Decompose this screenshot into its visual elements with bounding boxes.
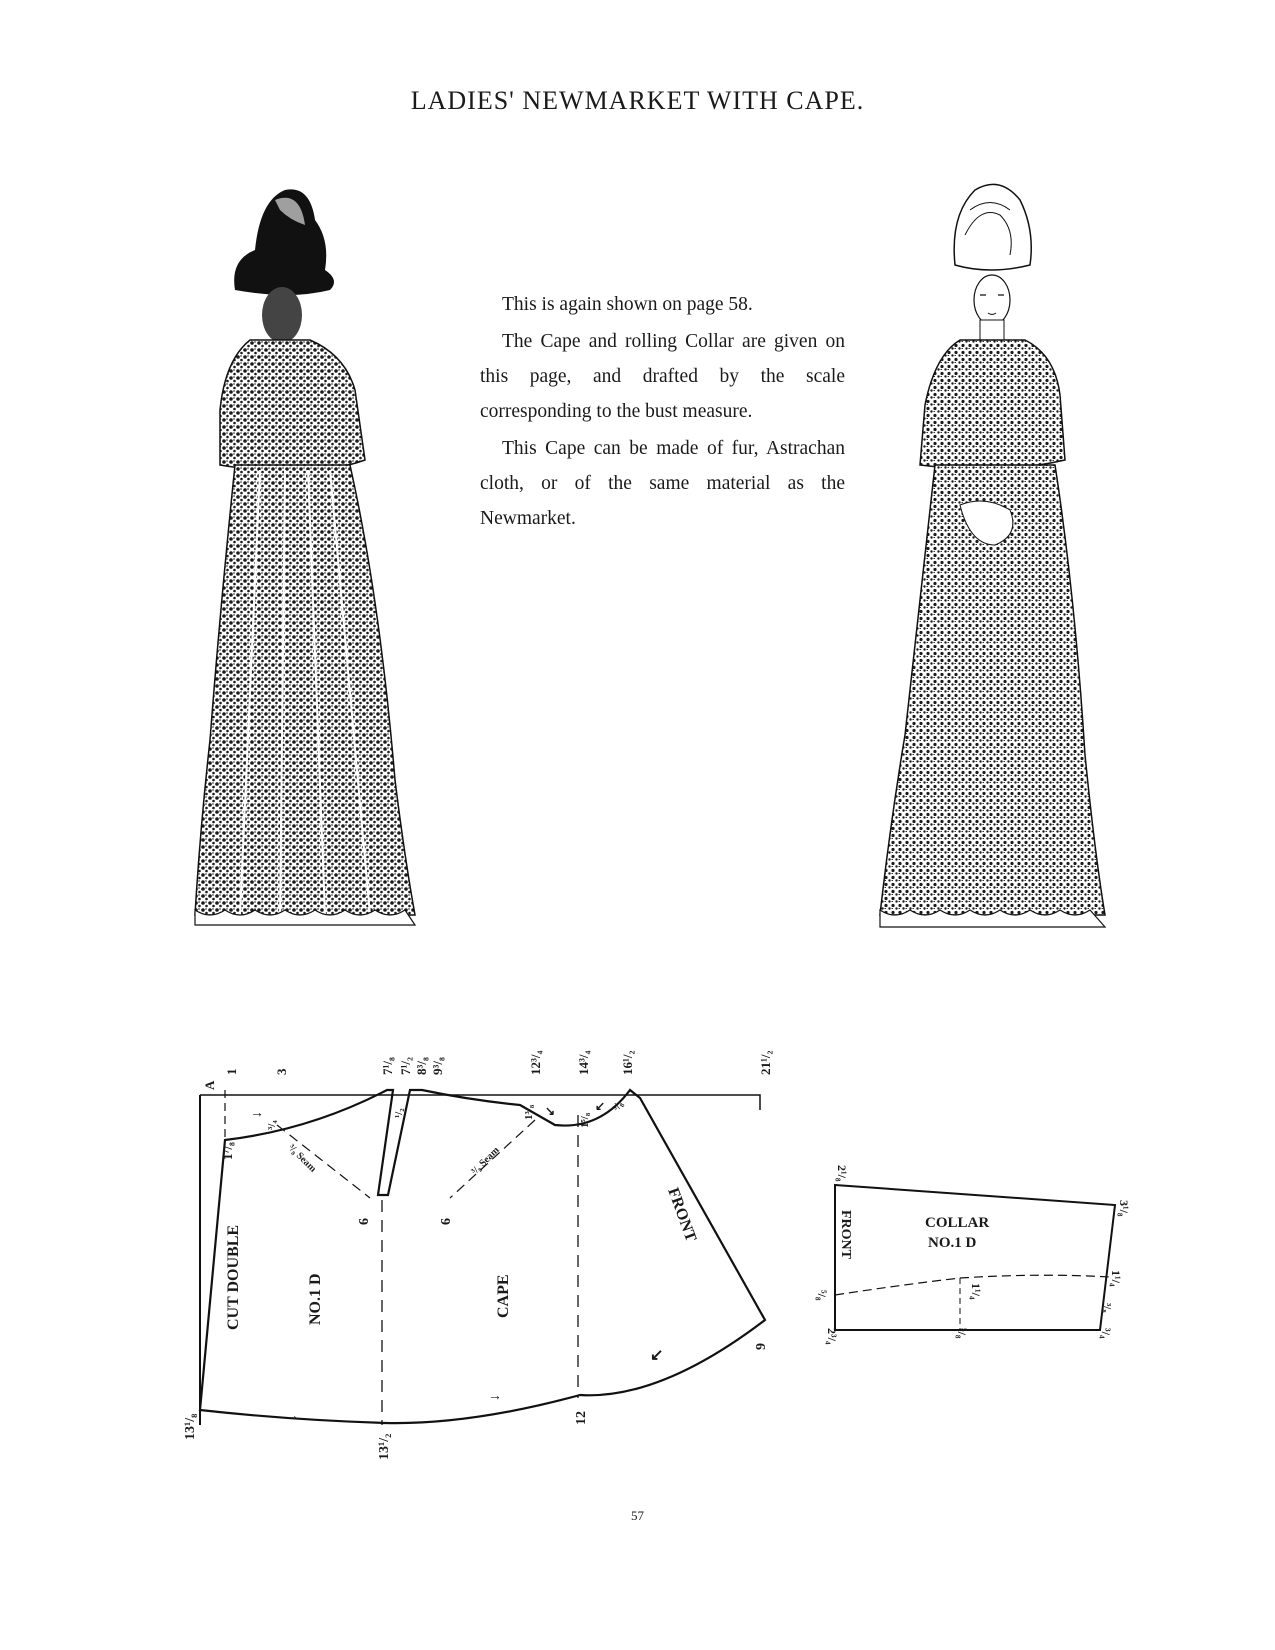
measurement-label: 13¹/₂ — [377, 1433, 392, 1460]
front-label: FRONT — [838, 1210, 853, 1259]
measurement-label: 9³/₈ — [430, 1057, 445, 1075]
measurement-label: 2³/₄ — [825, 1328, 839, 1345]
measurement-label: 1¹/₄ — [1109, 1270, 1123, 1287]
piece-label: NO.1 D — [928, 1235, 977, 1251]
measurement-label: 2¹/₈ — [835, 1165, 849, 1182]
dart-point-label: 6 — [439, 1218, 454, 1225]
measurement-label: 3¹/₈ — [1117, 1200, 1131, 1217]
grain-arrow-icon: ↙ — [595, 1099, 606, 1113]
grain-arrow-icon: ↙ — [650, 1347, 664, 1364]
measurement-label: ⁵/₈ — [815, 1290, 829, 1301]
paragraph: This is again shown on page 58. — [502, 294, 753, 315]
collar-pattern-diagram — [815, 1145, 1160, 1385]
grain-arrow-icon: → — [250, 1106, 264, 1121]
seam-label: ³/₈ Seam — [285, 1142, 319, 1175]
measurement-label: ⁵/₈ — [955, 1328, 969, 1339]
measurement-label: 13¹/₈ — [183, 1413, 198, 1440]
measurement-label: 21¹/₂ — [758, 1050, 773, 1075]
paragraph: This Cape can be made of fur, Astrachan cloth, or of the same material as the Newmarket. — [480, 438, 845, 529]
measurement-label: 12³/₄ — [528, 1050, 543, 1075]
measurement-label: ³/₈ — [1101, 1303, 1113, 1313]
front-label: FRONT — [664, 1185, 700, 1244]
measurement-label: ³/₈ — [610, 1099, 626, 1114]
measurement-label: 14³/₄ — [576, 1050, 591, 1075]
description-text — [480, 287, 845, 538]
measurement-label: 1 — [224, 1068, 239, 1075]
measurement-label: 16¹/₂ — [620, 1050, 635, 1075]
measurement-label: 7¹/₈ — [380, 1057, 395, 1075]
measurement-label: 1⁷/₈ — [220, 1142, 235, 1160]
measurement-label: ¹/₂ — [393, 1108, 405, 1118]
page-number: 57 — [631, 1508, 644, 1523]
grain-arrow-icon: → — [285, 1409, 299, 1424]
measurement-label: 1¹/₄ — [969, 1283, 983, 1300]
measurement-label: A — [202, 1080, 217, 1090]
paragraph: The Cape and rolling Collar are given on this page, and drafted by the scale corresponding to the bust measure. — [480, 331, 845, 422]
seam-label: ³/₈ Seam — [469, 1144, 502, 1178]
measurement-label: 7¹/₂ — [398, 1057, 413, 1075]
construction-line — [200, 1095, 760, 1110]
measurement-label: 3 — [274, 1068, 289, 1075]
measurement-label: ³/₄ — [1099, 1328, 1113, 1339]
page-title: LADIES' NEWMARKET WITH CAPE. — [410, 86, 865, 115]
measurement-label: 12 — [574, 1411, 589, 1425]
measurement-label: ³/₄ — [266, 1120, 278, 1130]
measurement-label: 8³/₈ — [414, 1057, 429, 1075]
dart-point-label: 6 — [357, 1218, 372, 1225]
measurement-label: 1³/₈ — [523, 1104, 535, 1120]
collar-outline — [835, 1185, 1115, 1330]
cape-outline — [200, 1090, 765, 1423]
dart-line — [277, 1125, 370, 1198]
back-view-figure-illustration — [180, 180, 440, 940]
measurement-label: 1⁵/₈ — [579, 1112, 591, 1128]
cape-label: CAPE — [495, 1274, 512, 1318]
front-view-figure-illustration — [870, 175, 1120, 945]
cape-pattern-diagram — [170, 1020, 810, 1490]
cut-double-label: CUT DOUBLE — [225, 1224, 242, 1330]
front-point-label: 9 — [754, 1343, 769, 1350]
collar-label: COLLAR — [925, 1215, 990, 1231]
grain-arrow-icon: ↘ — [545, 1104, 556, 1118]
grain-arrow-icon: → — [488, 1389, 502, 1404]
piece-label: NO.1 D — [307, 1273, 324, 1325]
